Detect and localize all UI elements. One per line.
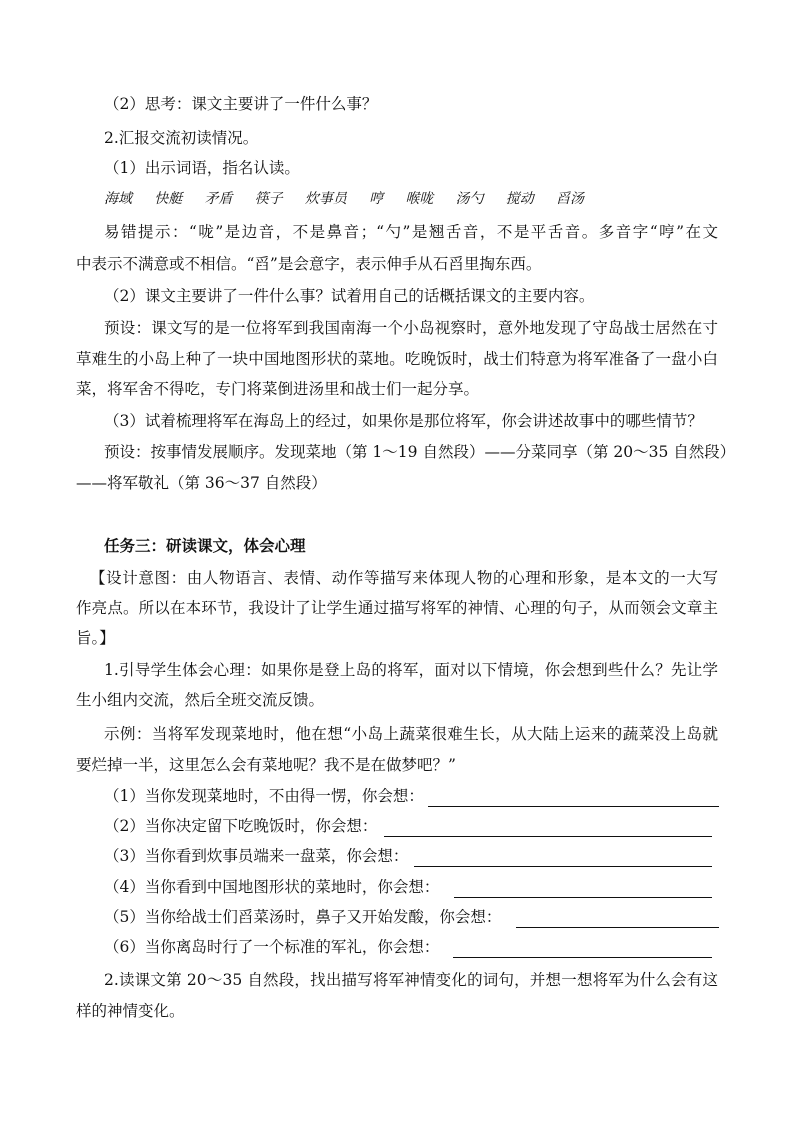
answer-blank <box>454 897 712 898</box>
error-hint-line: 易错提示：“咙”是边音，不是鼻音；“勺”是翘舌音，不是平舌音。多音字“哼”在文 <box>104 223 718 241</box>
vocab-word: 哼 <box>369 191 384 207</box>
design-intent-line: 作亮点。所以在本环节，我设计了让学生通过描写将军的神情、心理的句子，从而领会文章主 <box>76 599 718 617</box>
vocab-word: 快艇 <box>154 191 183 207</box>
vocab-word: 海域 <box>104 191 132 207</box>
prompt-question: （6）当你离岛时行了一个标准的军礼，你会想： <box>104 938 440 956</box>
example-line: 示例：当将军发现菜地时，他在想“小岛上蔬菜很难生长，从大陆上运来的蔬菜没上岛就 <box>104 725 718 743</box>
error-hint-line: 中表示不满意或不相信。“舀”是会意字，表示伸手从石舀里掏东西。 <box>76 255 542 273</box>
answer-blank <box>414 866 712 867</box>
vocab-list <box>104 188 584 208</box>
step-report: 2.汇报交流初读情况。 <box>104 129 259 147</box>
prompt-question: （3）当你看到炊事员端来一盘菜，你会想： <box>104 847 409 865</box>
reading-task-line: 样的神情变化。 <box>76 1002 185 1020</box>
example-line: 要烂掉一半，这里怎么会有菜地呢？我不是在做梦吧？” <box>76 756 456 774</box>
design-intent-line: 【设计意图：由人物语言、表情、动作等描写来体现人物的心理和形象，是本文的一大写 <box>90 569 718 587</box>
section-title: 任务三：研读课文，体会心理 <box>104 536 306 555</box>
preset-line: 草难生的小岛上种了一块中国地图形状的菜地。吃晚饭时，战士们特意为将军准备了一盘小白 <box>76 350 718 368</box>
prompt-question: （4）当你看到中国地图形状的菜地时，你会想： <box>104 878 440 896</box>
prompt-question: （5）当你给战士们舀菜汤时，鼻子又开始发酸，你会想： <box>104 908 502 926</box>
guide-line: 生小组内交流，然后全班交流反馈。 <box>76 691 325 709</box>
preset-line: ——将军敬礼（第 36～37 自然段） <box>76 474 327 492</box>
prompt-question: （2）当你决定留下吃晚饭时，你会想： <box>104 817 378 835</box>
answer-blank <box>453 957 712 958</box>
prompt-question: （1）当你发现菜地时，不由得一愣，你会想： <box>104 787 424 805</box>
guide-line: 1.引导学生体会心理：如果你是登上岛的将军，面对以下情境，你会想到些什么？先让学 <box>104 661 718 679</box>
vocab-word: 炊事员 <box>304 191 347 207</box>
question-summary: （2）课文主要讲了一件什么事？试着用自己的话概括课文的主要内容。 <box>104 287 595 305</box>
vocab-word: 矛盾 <box>204 191 233 207</box>
vocab-word: 搅动 <box>505 191 534 207</box>
preset-line: 预设：课文写的是一位将军到我国南海一个小岛视察时，意外地发现了守岛战士居然在寸 <box>104 319 718 337</box>
answer-blank <box>428 806 719 807</box>
answer-blank <box>384 836 712 837</box>
step-show-words: （1）出示词语，指名认读。 <box>104 159 300 177</box>
preset-line: 菜，将军舍不得吃，专门将菜倒进汤里和战士们一起分享。 <box>76 380 480 398</box>
answer-blank <box>516 927 719 928</box>
design-intent-line: 旨。】 <box>76 629 115 647</box>
vocab-word: 筷子 <box>254 191 283 207</box>
vocab-word: 舀汤 <box>555 191 584 207</box>
vocab-word: 喉咙 <box>405 191 434 207</box>
reading-task-line: 2.读课文第 20～35 自然段，找出描写将军神情变化的词句，并想一想将军为什么会有这 <box>104 971 718 989</box>
preset-line: 预设：按事情发展顺序。发现菜地（第 1～19 自然段）——分菜同享（第 20～35 自然段） <box>104 443 736 461</box>
vocab-word: 汤勺 <box>455 191 484 207</box>
question-think: （2）思考：课文主要讲了一件什么事？ <box>104 95 378 113</box>
question-sequence: （3）试着梳理将军在海岛上的经过，如果你是那位将军，你会讲述故事中的哪些情节？ <box>104 412 703 430</box>
